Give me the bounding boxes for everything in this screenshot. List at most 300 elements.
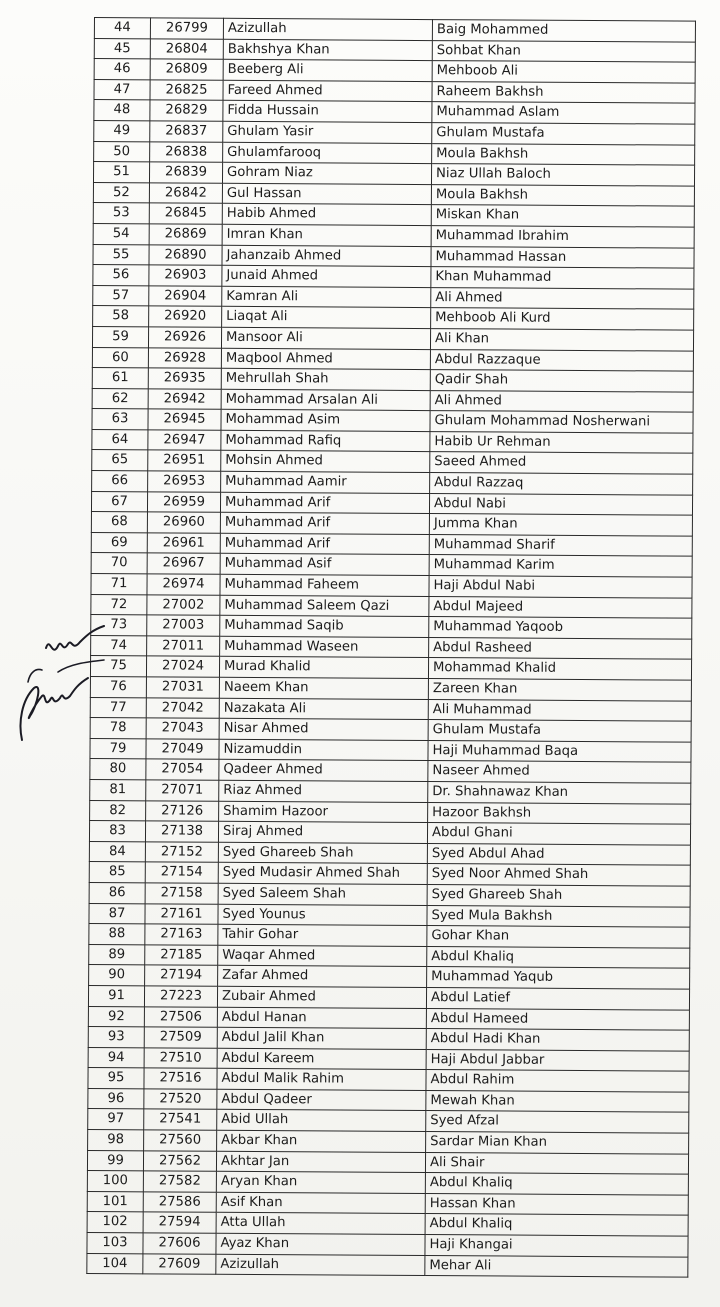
father-name-cell: Mehboob Ali Kurd: [431, 308, 694, 330]
table-row: [89, 924, 690, 948]
id-number-cell: 26947: [148, 430, 221, 451]
id-number-cell: 27606: [143, 1233, 216, 1254]
name-cell: Atta Ullah: [216, 1213, 425, 1235]
table-row: [88, 1109, 689, 1133]
father-name-cell: Raheem Bakhsh: [432, 81, 695, 103]
name-cell: Bakhshya Khan: [223, 39, 432, 61]
serial-number-cell: 55: [93, 244, 149, 265]
father-name-cell: Haji Muhammad Baqa: [428, 740, 691, 762]
id-number-cell: 27582: [143, 1171, 216, 1192]
father-name-cell: Muhammad Yaqub: [427, 967, 690, 989]
id-number-cell: 27509: [144, 1027, 217, 1048]
father-name-cell: Naseer Ahmed: [428, 761, 691, 783]
table-row: [90, 800, 691, 824]
id-number-cell: 27163: [145, 924, 218, 945]
name-cell: Liaqat Ali: [222, 307, 431, 329]
table-row: [87, 1233, 688, 1257]
serial-number-cell: 86: [89, 882, 145, 903]
serial-number-cell: 103: [87, 1233, 143, 1254]
father-name-cell: Haji Abdul Nabi: [429, 576, 692, 598]
serial-number-cell: 93: [88, 1027, 144, 1048]
id-number-cell: 26967: [147, 553, 220, 574]
father-name-cell: Mewah Khan: [426, 1090, 689, 1112]
serial-number-cell: 44: [94, 18, 150, 39]
table-row: [88, 985, 689, 1009]
id-number-cell: 27541: [144, 1109, 217, 1130]
serial-number-cell: 100: [87, 1171, 143, 1192]
id-number-cell: 26935: [148, 368, 221, 389]
name-cell: Muhammad Arif: [220, 533, 429, 555]
father-name-cell: Muhammad Sharif: [429, 534, 692, 556]
name-cell: Ghulamfarooq: [223, 142, 432, 164]
father-name-cell: Gohar Khan: [427, 926, 690, 948]
id-number-cell: 27049: [146, 739, 219, 760]
father-name-cell: Abdul Rasheed: [429, 637, 692, 659]
name-cell: Gul Hassan: [222, 183, 431, 205]
father-name-cell: Abdul Khaliq: [425, 1173, 688, 1195]
table-row: [94, 100, 695, 124]
serial-number-cell: 61: [92, 368, 148, 389]
name-cell: Murad Khalid: [219, 657, 428, 679]
table-row: [90, 779, 691, 803]
table-row: [90, 697, 691, 721]
serial-number-cell: 90: [89, 965, 145, 986]
serial-number-cell: 48: [94, 100, 150, 121]
table-row: [91, 635, 692, 659]
table-row: [87, 1212, 688, 1236]
table-row: [90, 718, 691, 742]
id-number-cell: 26845: [149, 203, 222, 224]
table-row: [87, 1171, 688, 1195]
name-cell: Maqbool Ahmed: [221, 348, 430, 370]
id-number-cell: 27560: [144, 1130, 217, 1151]
id-number-cell: 26960: [147, 512, 220, 533]
table-row: [94, 18, 695, 42]
serial-number-cell: 98: [88, 1130, 144, 1151]
father-name-cell: Habib Ur Rehman: [430, 431, 693, 453]
id-number-cell: 26959: [147, 491, 220, 512]
serial-number-cell: 92: [88, 1006, 144, 1027]
serial-number-cell: 73: [91, 615, 147, 636]
id-number-cell: 27158: [145, 883, 218, 904]
id-number-cell: 26890: [149, 244, 222, 265]
father-name-cell: Baig Mohammed: [432, 20, 695, 42]
name-cell: Aryan Khan: [216, 1172, 425, 1194]
serial-number-cell: 52: [93, 182, 149, 203]
serial-number-cell: 74: [91, 635, 147, 656]
name-cell: Abdul Malik Rahim: [217, 1069, 426, 1091]
serial-number-cell: 77: [90, 697, 146, 718]
name-cell: Akbar Khan: [217, 1130, 426, 1152]
father-name-cell: Moula Bakhsh: [432, 143, 695, 165]
id-number-cell: 27043: [146, 718, 219, 739]
roster-table: [86, 17, 696, 1278]
father-name-cell: Abdul Latief: [426, 987, 689, 1009]
table-row: [91, 615, 692, 639]
id-number-cell: 27126: [146, 800, 219, 821]
father-name-cell: Ali Muhammad: [428, 699, 691, 721]
id-number-cell: 27011: [147, 636, 220, 657]
serial-number-cell: 85: [89, 862, 145, 883]
name-cell: Azizullah: [223, 18, 432, 40]
table-row: [93, 162, 694, 186]
father-name-cell: Mehboob Ali: [432, 61, 695, 83]
table-row: [89, 944, 690, 968]
father-name-cell: Hazoor Bakhsh: [428, 802, 691, 824]
name-cell: Zafar Ahmed: [218, 966, 427, 988]
id-number-cell: 26799: [150, 18, 223, 39]
father-name-cell: Muhammad Aslam: [432, 102, 695, 124]
father-name-cell: Abdul Hameed: [426, 1008, 689, 1030]
father-name-cell: Abdul Razzaq: [430, 473, 693, 495]
name-cell: Abdul Hanan: [217, 1007, 426, 1029]
name-cell: Abdul Qadeer: [217, 1089, 426, 1111]
serial-number-cell: 88: [89, 924, 145, 945]
name-cell: Muhammad Aamir: [221, 471, 430, 493]
serial-number-cell: 87: [89, 903, 145, 924]
father-name-cell: Syed Ghareeb Shah: [427, 884, 690, 906]
serial-number-cell: 67: [91, 491, 147, 512]
id-number-cell: 27138: [145, 821, 218, 842]
table-row: [93, 203, 694, 227]
name-cell: Akhtar Jan: [216, 1151, 425, 1173]
father-name-cell: Zareen Khan: [428, 679, 691, 701]
table-row: [87, 1150, 688, 1174]
name-cell: Gohram Niaz: [222, 162, 431, 184]
father-name-cell: Qadir Shah: [430, 370, 693, 392]
name-cell: Riaz Ahmed: [219, 780, 428, 802]
id-number-cell: 26842: [149, 183, 222, 204]
name-cell: Syed Saleem Shah: [218, 883, 427, 905]
table-row: [94, 79, 695, 103]
table-row: [91, 594, 692, 618]
father-name-cell: Ghulam Mohammad Nosherwani: [430, 411, 693, 433]
name-cell: Mohammad Asim: [221, 410, 430, 432]
id-number-cell: 26838: [150, 141, 223, 162]
table-row: [91, 532, 692, 556]
id-number-cell: 27609: [143, 1253, 216, 1274]
name-cell: Habib Ahmed: [222, 204, 431, 226]
table-row: [90, 738, 691, 762]
father-name-cell: Syed Afzal: [426, 1111, 689, 1133]
serial-number-cell: 64: [92, 429, 148, 450]
name-cell: Syed Younus: [218, 904, 427, 926]
table-row: [89, 965, 690, 989]
serial-number-cell: 45: [94, 38, 150, 59]
name-cell: Muhammad Saqib: [220, 615, 429, 637]
name-cell: Muhammad Arif: [220, 492, 429, 514]
serial-number-cell: 75: [90, 656, 146, 677]
serial-number-cell: 60: [92, 347, 148, 368]
serial-number-cell: 54: [93, 223, 149, 244]
name-cell: Azizullah: [216, 1254, 425, 1276]
table-row: [91, 491, 692, 515]
father-name-cell: Ali Shair: [425, 1152, 688, 1174]
table-row: [89, 862, 690, 886]
serial-number-cell: 83: [89, 821, 145, 842]
id-number-cell: 26804: [150, 38, 223, 59]
serial-number-cell: 58: [93, 306, 149, 327]
name-cell: Waqar Ahmed: [218, 945, 427, 967]
serial-number-cell: 51: [93, 162, 149, 183]
id-number-cell: 26920: [149, 306, 222, 327]
serial-number-cell: 91: [88, 985, 144, 1006]
name-cell: Asif Khan: [216, 1192, 425, 1214]
id-number-cell: 26903: [149, 265, 222, 286]
table-row: [92, 429, 693, 453]
serial-number-cell: 78: [90, 718, 146, 739]
serial-number-cell: 66: [92, 471, 148, 492]
id-number-cell: 27031: [146, 677, 219, 698]
id-number-cell: 27562: [143, 1150, 216, 1171]
father-name-cell: Muhammad Karim: [429, 555, 692, 577]
id-number-cell: 27071: [146, 780, 219, 801]
table-row: [89, 841, 690, 865]
roster-table-body: [87, 18, 696, 1278]
father-name-cell: Mehar Ali: [425, 1255, 688, 1277]
table-row: [94, 38, 695, 62]
table-row: [92, 326, 693, 350]
serial-number-cell: 104: [87, 1253, 143, 1274]
id-number-cell: 26829: [150, 100, 223, 121]
id-number-cell: 27003: [147, 615, 220, 636]
name-cell: Naeem Khan: [219, 677, 428, 699]
father-name-cell: Abdul Rahim: [426, 1070, 689, 1092]
father-name-cell: Haji Abdul Jabbar: [426, 1049, 689, 1071]
name-cell: Junaid Ahmed: [222, 265, 431, 287]
id-number-cell: 26926: [148, 327, 221, 348]
id-number-cell: 27042: [146, 697, 219, 718]
id-number-cell: 27002: [147, 594, 220, 615]
name-cell: Fareed Ahmed: [223, 80, 432, 102]
serial-number-cell: 99: [87, 1150, 143, 1171]
table-row: [90, 656, 691, 680]
table-row: [92, 471, 693, 495]
table-row: [92, 388, 693, 412]
table-row: [88, 1130, 689, 1154]
father-name-cell: Ghulam Mustafa: [428, 720, 691, 742]
father-name-cell: Syed Abdul Ahad: [427, 843, 690, 865]
table-row: [88, 1027, 689, 1051]
id-number-cell: 27185: [145, 945, 218, 966]
name-cell: Muhammad Arif: [220, 513, 429, 535]
father-name-cell: Dr. Shahnawaz Khan: [428, 782, 691, 804]
name-cell: Ayaz Khan: [216, 1233, 425, 1255]
id-number-cell: 26839: [149, 162, 222, 183]
id-number-cell: 26951: [148, 450, 221, 471]
name-cell: Tahir Gohar: [218, 924, 427, 946]
id-number-cell: 26961: [147, 533, 220, 554]
name-cell: Ghulam Yasir: [223, 121, 432, 143]
father-name-cell: Saeed Ahmed: [430, 452, 693, 474]
serial-number-cell: 62: [92, 388, 148, 409]
father-name-cell: Syed Noor Ahmed Shah: [427, 864, 690, 886]
table-row: [94, 59, 695, 83]
table-row: [94, 120, 695, 144]
id-number-cell: 27586: [143, 1192, 216, 1213]
father-name-cell: Abdul Khaliq: [427, 946, 690, 968]
id-number-cell: 27506: [144, 1006, 217, 1027]
father-name-cell: Ali Ahmed: [431, 287, 694, 309]
id-number-cell: 27161: [145, 903, 218, 924]
serial-number-cell: 84: [89, 841, 145, 862]
id-number-cell: 27154: [145, 862, 218, 883]
table-row: [90, 759, 691, 783]
table-row: [87, 1191, 688, 1215]
serial-number-cell: 96: [88, 1088, 144, 1109]
father-name-cell: Haji Khangai: [425, 1235, 688, 1257]
name-cell: Jahanzaib Ahmed: [222, 245, 431, 267]
id-number-cell: 26974: [147, 574, 220, 595]
name-cell: Muhammad Saleem Qazi: [220, 595, 429, 617]
table-row: [89, 903, 690, 927]
id-number-cell: 27594: [143, 1212, 216, 1233]
father-name-cell: Muhammad Hassan: [431, 246, 694, 268]
father-name-cell: Ghulam Mustafa: [432, 123, 695, 145]
table-row: [88, 1068, 689, 1092]
name-cell: Mehrullah Shah: [221, 368, 430, 390]
id-number-cell: 27194: [145, 965, 218, 986]
table-row: [87, 1253, 688, 1277]
father-name-cell: Moula Bakhsh: [431, 184, 694, 206]
serial-number-cell: 81: [90, 779, 146, 800]
name-cell: Nizamuddin: [219, 739, 428, 761]
table-row: [92, 368, 693, 392]
table-row: [93, 223, 694, 247]
name-cell: Imran Khan: [222, 224, 431, 246]
name-cell: Qadeer Ahmed: [219, 760, 428, 782]
id-number-cell: 26928: [148, 347, 221, 368]
serial-number-cell: 46: [94, 59, 150, 80]
table-row: [91, 512, 692, 536]
name-cell: Nisar Ahmed: [219, 718, 428, 740]
serial-number-cell: 50: [94, 141, 150, 162]
serial-number-cell: 102: [87, 1212, 143, 1233]
name-cell: Syed Mudasir Ahmed Shah: [218, 863, 427, 885]
name-cell: Shamim Hazoor: [219, 801, 428, 823]
father-name-cell: Muhammad Yaqoob: [429, 617, 692, 639]
father-name-cell: Miskan Khan: [431, 205, 694, 227]
id-number-cell: 27510: [144, 1048, 217, 1069]
father-name-cell: Jumma Khan: [429, 514, 692, 536]
father-name-cell: Ali Ahmed: [430, 390, 693, 412]
name-cell: Kamran Ali: [222, 286, 431, 308]
name-cell: Abdul Jalil Khan: [217, 1027, 426, 1049]
table-row: [89, 882, 690, 906]
name-cell: Siraj Ahmed: [218, 821, 427, 843]
father-name-cell: Ali Khan: [430, 328, 693, 350]
serial-number-cell: 56: [93, 265, 149, 286]
name-cell: Mohsin Ahmed: [221, 451, 430, 473]
id-number-cell: 26825: [150, 80, 223, 101]
name-cell: Mansoor Ali: [221, 327, 430, 349]
serial-number-cell: 53: [93, 203, 149, 224]
name-cell: Muhammad Waseen: [220, 636, 429, 658]
handwritten-signature: [8, 612, 108, 752]
serial-number-cell: 89: [89, 944, 145, 965]
name-cell: Beeberg Ali: [223, 59, 432, 81]
serial-number-cell: 47: [94, 79, 150, 100]
father-name-cell: Niaz Ullah Baloch: [431, 164, 694, 186]
father-name-cell: Syed Mula Bakhsh: [427, 905, 690, 927]
table-row: [93, 182, 694, 206]
table-row: [93, 265, 694, 289]
father-name-cell: Abdul Razzaque: [430, 349, 693, 371]
id-number-cell: 26942: [148, 389, 221, 410]
table-row: [88, 1006, 689, 1030]
father-name-cell: Abdul Ghani: [427, 823, 690, 845]
serial-number-cell: 70: [91, 553, 147, 574]
serial-number-cell: 94: [88, 1047, 144, 1068]
name-cell: Mohammad Rafiq: [221, 430, 430, 452]
serial-number-cell: 59: [92, 326, 148, 347]
serial-number-cell: 72: [91, 594, 147, 615]
serial-number-cell: 97: [88, 1109, 144, 1130]
name-cell: Nazakata Ali: [219, 698, 428, 720]
father-name-cell: Abdul Nabi: [429, 493, 692, 515]
name-cell: Fidda Hussain: [223, 101, 432, 123]
serial-number-cell: 57: [93, 285, 149, 306]
father-name-cell: Sardar Mian Khan: [426, 1132, 689, 1154]
name-cell: Abdul Kareem: [217, 1048, 426, 1070]
id-number-cell: 26837: [150, 121, 223, 142]
serial-number-cell: 71: [91, 574, 147, 595]
table-row: [92, 347, 693, 371]
father-name-cell: Muhammad Ibrahim: [431, 226, 694, 248]
serial-number-cell: 82: [90, 800, 146, 821]
name-cell: Muhammad Faheem: [220, 574, 429, 596]
id-number-cell: 26953: [148, 471, 221, 492]
table-row: [89, 821, 690, 845]
id-number-cell: 26869: [149, 224, 222, 245]
table-row: [88, 1047, 689, 1071]
serial-number-cell: 101: [87, 1191, 143, 1212]
table-row: [91, 553, 692, 577]
table-row: [93, 306, 694, 330]
id-number-cell: 26945: [148, 409, 221, 430]
serial-number-cell: 69: [91, 532, 147, 553]
id-number-cell: 26809: [150, 59, 223, 80]
serial-number-cell: 80: [90, 759, 146, 780]
table-row: [92, 450, 693, 474]
name-cell: Abid Ullah: [217, 1110, 426, 1132]
id-number-cell: 26904: [149, 286, 222, 307]
table-row: [93, 285, 694, 309]
serial-number-cell: 49: [94, 120, 150, 141]
father-name-cell: Abdul Hadi Khan: [426, 1029, 689, 1051]
father-name-cell: Hassan Khan: [425, 1193, 688, 1215]
father-name-cell: Abdul Khaliq: [425, 1214, 688, 1236]
table-row: [94, 141, 695, 165]
id-number-cell: 27152: [145, 842, 218, 863]
table-row: [92, 409, 693, 433]
table-row: [91, 574, 692, 598]
name-cell: Mohammad Arsalan Ali: [221, 389, 430, 411]
table-row: [90, 676, 691, 700]
id-number-cell: 27054: [146, 759, 219, 780]
serial-number-cell: 63: [92, 409, 148, 430]
table-row: [93, 244, 694, 268]
serial-number-cell: 79: [90, 738, 146, 759]
serial-number-cell: 76: [90, 676, 146, 697]
name-cell: Syed Ghareeb Shah: [218, 842, 427, 864]
id-number-cell: 27520: [144, 1089, 217, 1110]
serial-number-cell: 65: [92, 450, 148, 471]
father-name-cell: Sohbat Khan: [432, 40, 695, 62]
father-name-cell: Abdul Majeed: [429, 596, 692, 618]
serial-number-cell: 95: [88, 1068, 144, 1089]
name-cell: Zubair Ahmed: [217, 986, 426, 1008]
